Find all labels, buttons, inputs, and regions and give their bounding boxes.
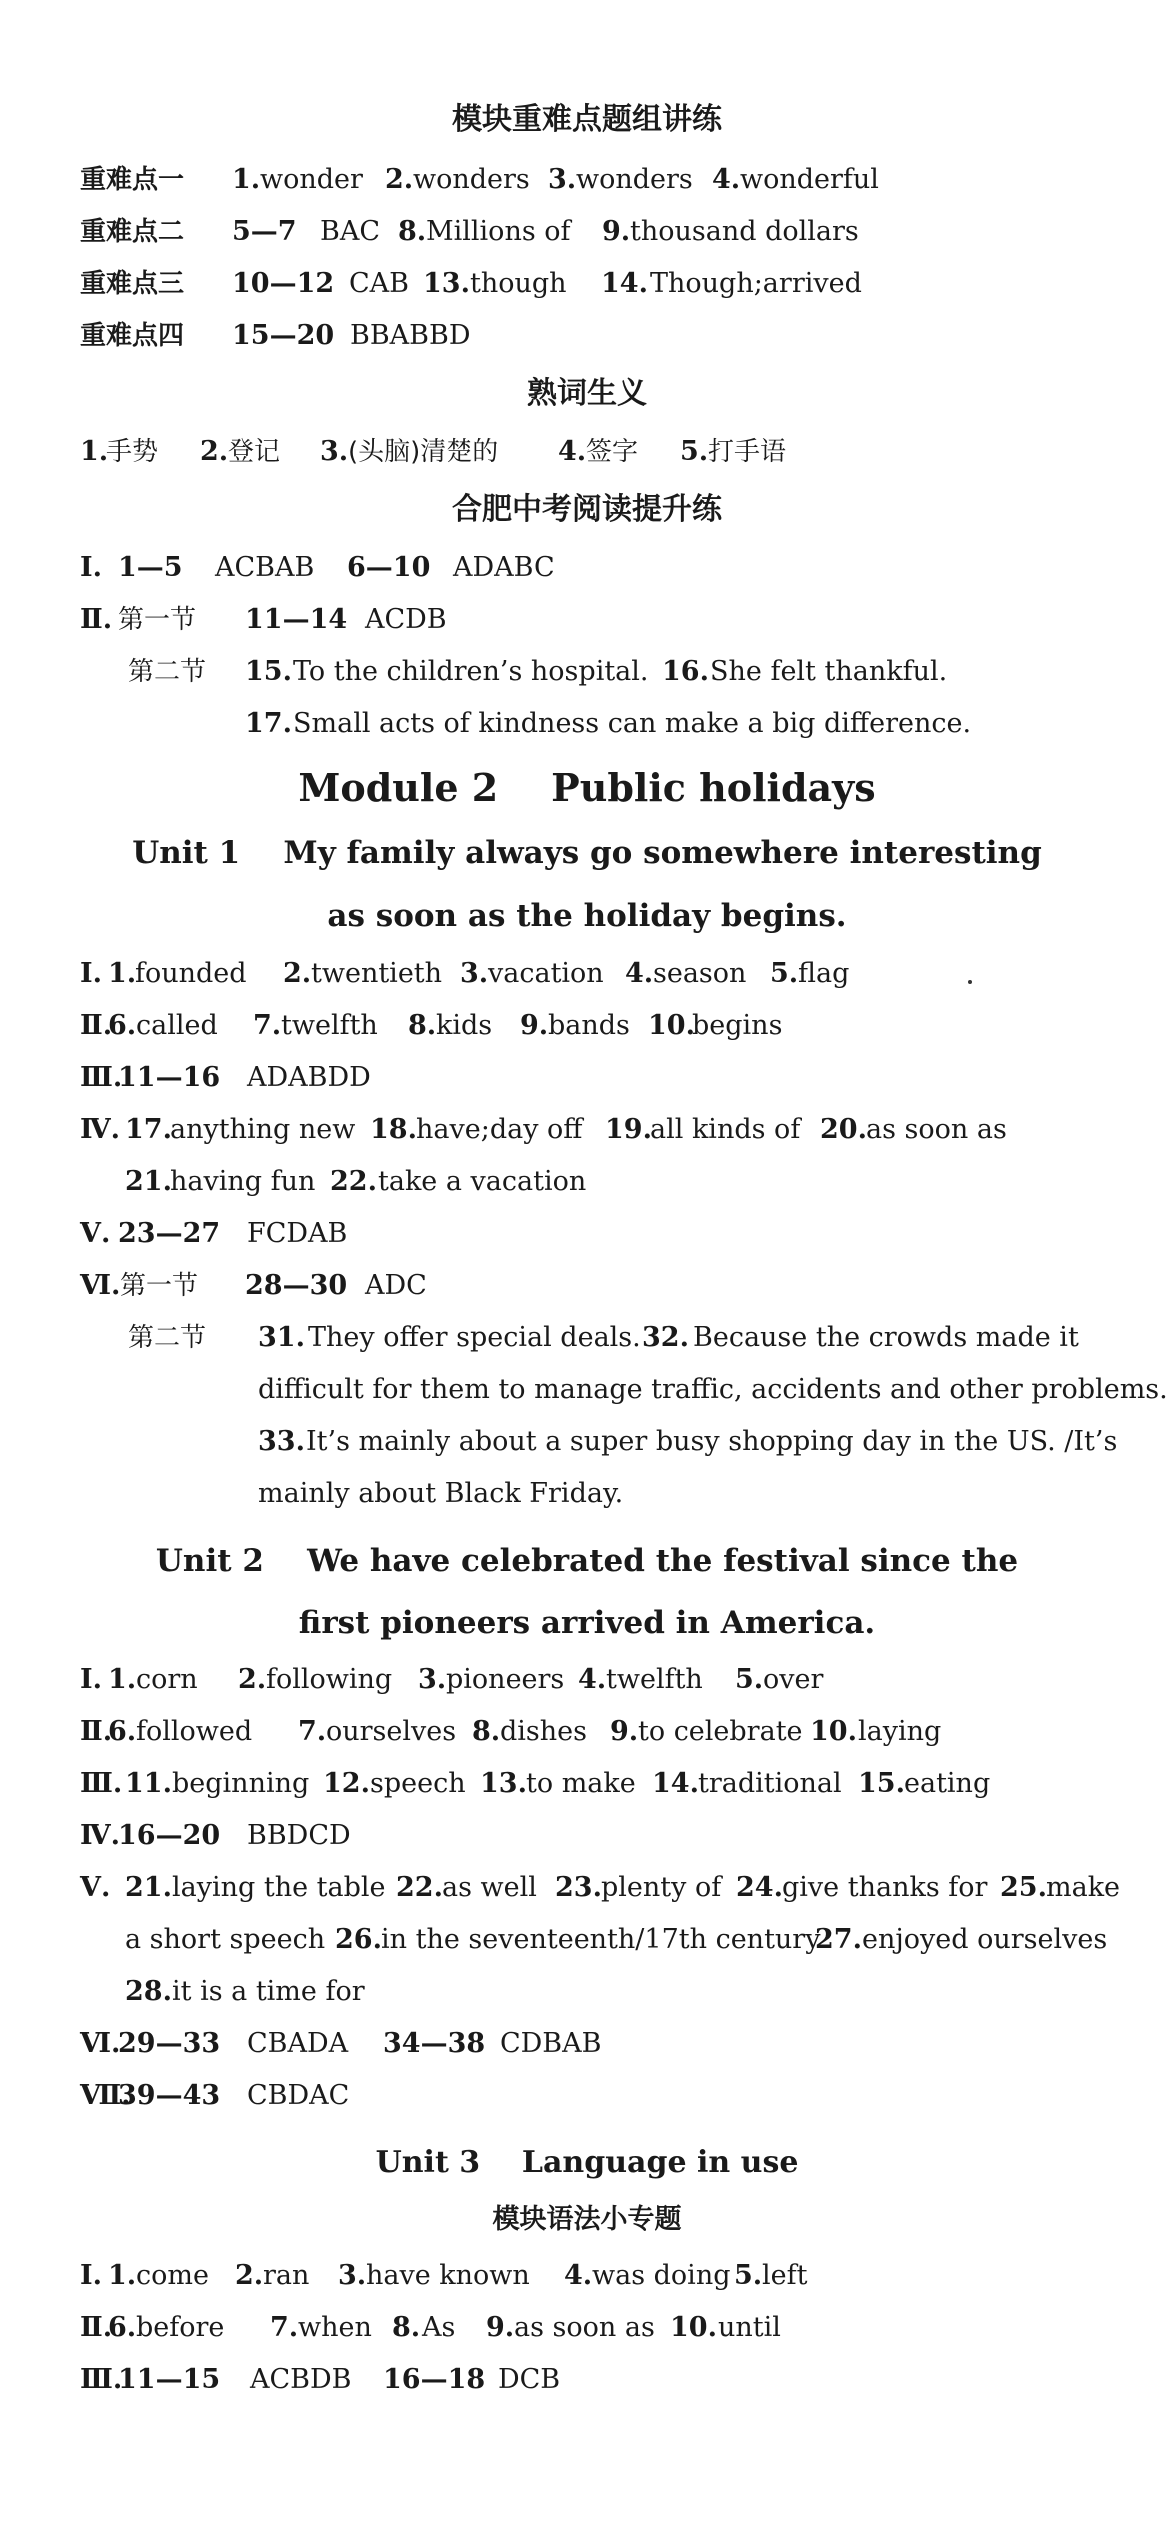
num: 2. — [238, 1664, 267, 1695]
roman-numeral: Ⅵ. — [80, 2028, 121, 2059]
answer: have;day off — [416, 1114, 583, 1145]
num: 2. — [385, 164, 414, 195]
unit-1-title-line-2: as soon as the holiday begins. — [327, 898, 847, 934]
answer: have known — [366, 2260, 530, 2291]
num: 11. — [125, 1768, 172, 1799]
num: 22. — [330, 1166, 377, 1197]
answer: laying — [858, 1716, 942, 1747]
roman-numeral: Ⅰ. — [80, 552, 103, 583]
num: 16. — [662, 656, 709, 687]
answer: CAB — [349, 268, 409, 299]
answer: anything new — [170, 1114, 356, 1145]
answer: ADABDD — [247, 1062, 371, 1093]
answer: BBDCD — [247, 1820, 351, 1851]
roman-numeral: Ⅴ. — [80, 1218, 111, 1249]
answer: it is a time for — [172, 1976, 365, 2007]
tag: 重难点三 — [80, 269, 185, 299]
num: 13. — [480, 1768, 527, 1799]
answer: begins — [692, 1010, 783, 1041]
answer: give thanks for — [782, 1872, 988, 1903]
answer: They offer special deals. — [308, 1322, 641, 1353]
num: 10. — [648, 1010, 695, 1041]
answer: when — [298, 2312, 372, 2343]
grammar-topic-title: 模块语法小专题 — [492, 2204, 682, 2235]
num: 21. — [125, 1166, 172, 1197]
answer: vacation — [488, 958, 604, 989]
answer: bands — [548, 1010, 630, 1041]
range: 23—27 — [118, 1218, 221, 1249]
num: 3. — [338, 2260, 367, 2291]
num: 12. — [323, 1768, 370, 1799]
answer: traditional — [698, 1768, 842, 1799]
answer: before — [136, 2312, 225, 2343]
answer: CDBAB — [500, 2028, 602, 2059]
num: 18. — [370, 1114, 417, 1145]
answer: ourselves — [326, 1716, 457, 1747]
num: 9. — [520, 1010, 549, 1041]
range: 34—38 — [383, 2028, 486, 2059]
range: 39—43 — [118, 2080, 221, 2111]
answer: wonder — [260, 164, 363, 195]
answer: It’s mainly about a super busy shopping day in the US. /It’s — [306, 1426, 1118, 1457]
roman-numeral: Ⅴ. — [80, 1872, 111, 1903]
range: 10—12 — [232, 268, 335, 299]
answer: corn — [136, 1664, 198, 1695]
section-title-key-points: 模块重难点题组讲练 — [452, 102, 722, 137]
range: 16—18 — [383, 2364, 486, 2395]
num: 4. — [625, 958, 654, 989]
answer: dishes — [500, 1716, 587, 1747]
num: 3. — [418, 1664, 447, 1695]
num: 1. — [232, 164, 261, 195]
answer: BAC — [320, 216, 380, 247]
section-label: 第一节 — [120, 1271, 199, 1301]
answer: As — [422, 2312, 456, 2343]
answer: though — [470, 268, 567, 299]
num: 13. — [423, 268, 470, 299]
answer: CBADA — [247, 2028, 349, 2059]
answer: Though;arrived — [650, 268, 862, 299]
num: 6. — [108, 2312, 137, 2343]
num: 8. — [392, 2312, 421, 2343]
num: 3. — [460, 958, 489, 989]
num: 4. — [564, 2260, 593, 2291]
num: 15. — [245, 656, 292, 687]
num: 5. — [735, 1664, 764, 1695]
answer: CBDAC — [247, 2080, 350, 2111]
num: 1. — [108, 2260, 137, 2291]
answer: To the children’s hospital. — [293, 656, 649, 687]
answer: to make — [526, 1768, 636, 1799]
answer: was doing — [592, 2260, 731, 2291]
answer: eating — [904, 1768, 991, 1799]
answer: in the seventeenth/17th century — [381, 1924, 821, 1955]
answer: all kinds of — [650, 1114, 801, 1145]
roman-numeral: Ⅱ. — [80, 604, 113, 635]
roman-numeral: Ⅱ. — [80, 1716, 113, 1747]
tag: 重难点四 — [80, 321, 185, 351]
num: 21. — [125, 1872, 172, 1903]
num: 25. — [1000, 1872, 1047, 1903]
num: 14. — [601, 268, 648, 299]
answer: twentieth — [311, 958, 443, 989]
answer: following — [266, 1664, 393, 1695]
range: 11—15 — [118, 2364, 221, 2395]
roman-numeral: Ⅶ. — [80, 2080, 131, 2111]
roman-numeral: Ⅱ. — [80, 1010, 113, 1041]
num: 23. — [555, 1872, 602, 1903]
num: 33. — [258, 1426, 305, 1457]
num: 1. — [80, 436, 109, 467]
answer: twelfth — [281, 1010, 378, 1041]
range: 29—33 — [118, 2028, 221, 2059]
roman-numeral: Ⅰ. — [80, 1664, 103, 1695]
answer: 手势 — [106, 437, 159, 467]
answer: come — [136, 2260, 209, 2291]
answer: FCDAB — [247, 1218, 348, 1249]
answer: as soon as — [866, 1114, 1007, 1145]
roman-numeral: Ⅲ. — [80, 2364, 123, 2395]
answer: ADABC — [453, 552, 555, 583]
num: 1. — [108, 1664, 137, 1695]
num: 4. — [712, 164, 741, 195]
section-title-word-meanings: 熟词生义 — [527, 376, 647, 411]
answer: called — [136, 1010, 218, 1041]
num: 4. — [558, 436, 587, 467]
num: 8. — [472, 1716, 501, 1747]
num: 31. — [258, 1322, 305, 1353]
num: 7. — [298, 1716, 327, 1747]
range: 16—20 — [118, 1820, 221, 1851]
answer: founded — [135, 958, 247, 989]
answer: make — [1046, 1872, 1121, 1903]
answer: DCB — [498, 2364, 561, 2395]
roman-numeral: Ⅱ. — [80, 2312, 113, 2343]
num: 10. — [810, 1716, 857, 1747]
num: 17. — [125, 1114, 172, 1145]
answer: 打手语 — [708, 437, 787, 467]
section-title-reading-practice: 合肥中考阅读提升练 — [452, 492, 722, 527]
num: 8. — [408, 1010, 437, 1041]
num: 3. — [320, 436, 349, 467]
num: 5. — [680, 436, 709, 467]
answer: 登记 — [228, 437, 281, 467]
answer: ACBAB — [215, 552, 315, 583]
answer: left — [762, 2260, 808, 2291]
num: 22. — [396, 1872, 443, 1903]
section-label: 第一节 — [118, 605, 197, 635]
num: 27. — [815, 1924, 862, 1955]
num: 3. — [548, 164, 577, 195]
answer: to celebrate — [638, 1716, 803, 1747]
num: 32. — [642, 1322, 689, 1353]
roman-numeral: Ⅵ. — [80, 1270, 121, 1301]
answer-continued: difficult for them to manage traffic, accidents and other problems. — [258, 1374, 1168, 1405]
num: 14. — [652, 1768, 699, 1799]
answer: over — [763, 1664, 824, 1695]
num: 7. — [253, 1010, 282, 1041]
answer: twelfth — [606, 1664, 703, 1695]
range: 6—10 — [347, 552, 431, 583]
answer: as soon as — [514, 2312, 655, 2343]
answer: having fun — [170, 1166, 316, 1197]
answer: Millions of — [426, 216, 571, 247]
answer: season — [653, 958, 747, 989]
answer: thousand dollars — [630, 216, 859, 247]
answer: laying the table — [172, 1872, 386, 1903]
answer: until — [718, 2312, 781, 2343]
stray-dot — [968, 980, 972, 984]
answer: Small acts of kindness can make a big difference. — [293, 708, 972, 739]
num: 4. — [578, 1664, 607, 1695]
roman-numeral: Ⅲ. — [80, 1768, 123, 1799]
num: 9. — [486, 2312, 515, 2343]
answer: flag — [798, 958, 850, 989]
roman-numeral: Ⅰ. — [80, 2260, 103, 2291]
answer: She felt thankful. — [710, 656, 948, 687]
num: 5. — [734, 2260, 763, 2291]
range: 5—7 — [232, 216, 297, 247]
num: 2. — [200, 436, 229, 467]
roman-numeral: Ⅳ. — [80, 1114, 121, 1145]
num: 1. — [108, 958, 137, 989]
answer: Because the crowds made it — [693, 1322, 1079, 1353]
answer: plenty of — [601, 1872, 722, 1903]
tag: 重难点二 — [80, 217, 185, 247]
num: 9. — [602, 216, 631, 247]
roman-numeral: Ⅳ. — [80, 1820, 121, 1851]
unit-3-title: Unit 3 Language in use — [375, 2145, 799, 2180]
unit-1-title-line-1: Unit 1 My family always go somewhere interesting — [132, 835, 1042, 871]
module-title: Module 2 Public holidays — [298, 765, 876, 810]
num: 5. — [770, 958, 799, 989]
num: 9. — [610, 1716, 639, 1747]
num: 20. — [820, 1114, 867, 1145]
tag: 重难点一 — [80, 165, 185, 195]
num: 26. — [335, 1924, 382, 1955]
answer: enjoyed ourselves — [862, 1924, 1108, 1955]
num: 15. — [858, 1768, 905, 1799]
roman-numeral: Ⅲ. — [80, 1062, 123, 1093]
answer: 签字 — [586, 437, 639, 467]
num: 19. — [605, 1114, 652, 1145]
num: 2. — [283, 958, 312, 989]
range: 11—14 — [245, 604, 348, 635]
answer: (头脑)清楚的 — [348, 437, 499, 467]
answer: as well — [442, 1872, 537, 1903]
answer: ACDB — [365, 604, 447, 635]
range: 15—20 — [232, 320, 335, 351]
unit-2-title-line-1: Unit 2 We have celebrated the festival since the — [155, 1543, 1019, 1579]
roman-numeral: Ⅰ. — [80, 958, 103, 989]
answer: kids — [436, 1010, 493, 1041]
range: 1—5 — [118, 552, 183, 583]
answer: ACBDB — [250, 2364, 352, 2395]
answer: wonders — [576, 164, 693, 195]
answer: wonderful — [740, 164, 879, 195]
answer: speech — [370, 1768, 466, 1799]
answer: take a vacation — [378, 1166, 587, 1197]
answer-continued: mainly about Black Friday. — [258, 1478, 624, 1509]
num: 17. — [245, 708, 292, 739]
answer: BBABBD — [350, 320, 471, 351]
num: 2. — [235, 2260, 264, 2291]
num: 6. — [108, 1716, 137, 1747]
answer: pioneers — [446, 1664, 565, 1695]
answer-continued: a short speech — [125, 1924, 326, 1955]
num: 8. — [398, 216, 427, 247]
answer: beginning — [172, 1768, 310, 1799]
section-label: 第二节 — [128, 1323, 207, 1353]
num: 7. — [270, 2312, 299, 2343]
answer: wonders — [413, 164, 530, 195]
unit-2-title-line-2: first pioneers arrived in America. — [298, 1605, 876, 1641]
num: 10. — [670, 2312, 717, 2343]
num: 24. — [736, 1872, 783, 1903]
section-label: 第二节 — [128, 657, 207, 687]
range: 28—30 — [245, 1270, 348, 1301]
range: 11—16 — [118, 1062, 221, 1093]
answer: ran — [263, 2260, 310, 2291]
num: 28. — [125, 1976, 172, 2007]
num: 6. — [108, 1010, 137, 1041]
answer: followed — [136, 1716, 253, 1747]
answer: ADC — [365, 1270, 427, 1301]
